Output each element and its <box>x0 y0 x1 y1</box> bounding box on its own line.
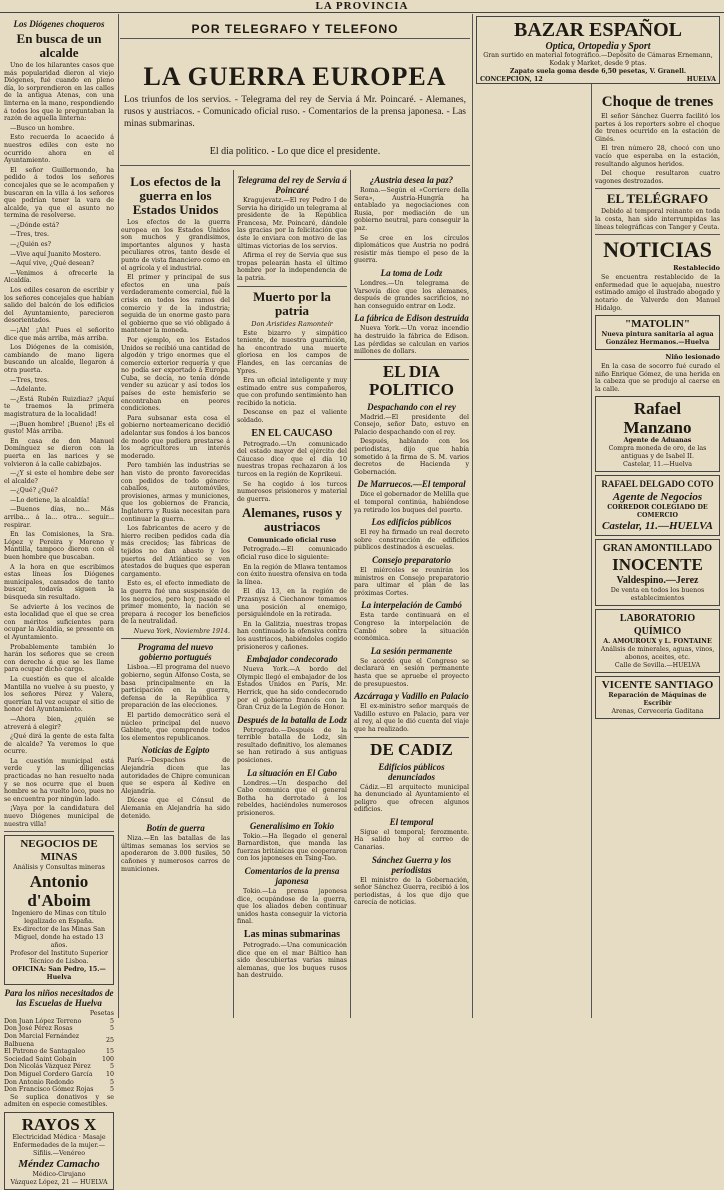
donation-amount: 5 <box>109 1086 114 1094</box>
ad-name: Antonio d'Aboim <box>27 872 91 911</box>
paragraph: Petrogrado.—Un comunicado del estado mayor del ejército del Cáucaso dice que el día 10 nuestras tropas rechazaron á los turcos en la región de Koprikeui. <box>237 440 347 479</box>
paragraph: Petrogrado.—Después de la terrible batalla de Lodz, sin resultado definitivo, los alemanes se han retirado á sus antiguas posiciones. <box>237 726 347 765</box>
banner-kicker: POR TELEGRAFO Y TELEFONO <box>191 22 399 36</box>
paragraph: Probablemente también lo harán los señores que se creen con derecho á que se les llame para ocupar dicho cargo. <box>4 643 114 674</box>
article-headline: La situación en El Cabo <box>246 767 337 778</box>
paragraph: Nueva York.—Un voraz incendio ha destruido la fábrica de Edison. Las pérdidas se calculan en varios millones de dollars. <box>354 325 469 356</box>
paragraph: El señor Guillermondo, ha pedido á todos los señores concejales que se le acompañen y buscaran en la villa á los señores que podrían tener la vara de alcalde, ya que el asunto no termina de resolverse. <box>4 166 114 220</box>
paragraph: Después, hablando con los periodistas, dijo que había sometido á la firma de S. M. varios decretos de Hacienda y Gobernación. <box>354 438 469 476</box>
paragraph: Roma.—Según el «Corriere della Sera», Austria-Hungría ha entablado ya negociaciones con Rusia, por mediación de un gobierno neutral, para conseguir la paz. <box>354 187 469 232</box>
paragraph: Pero también las industrias se han visto de pronto favorecidas con pedidos de todo género: caballos, automóviles, provisiones, armas y municiones, que los gobiernos de Francia, Inglaterra y Rusia necesitan para continuar la guerra. <box>121 462 230 523</box>
article-body <box>237 546 347 651</box>
article-headline: La fábrica de Edison destruida <box>354 313 469 324</box>
article-headline: En busca de un alcalde <box>16 31 102 60</box>
donor-name: Don Miguel Cordero García <box>4 1070 93 1078</box>
ad-line: Ex-director de las Minas San Miguel, donde ha estado 13 años. <box>12 926 106 950</box>
paragraph: Se acordó que el Congreso se declarará en sesión permanente hasta que se apruebe el proyecto de presupuestos. <box>354 657 469 688</box>
divider <box>595 234 720 235</box>
article-headline: EL TELÉGRAFO <box>606 191 709 207</box>
article-body <box>237 727 347 765</box>
paragraph: El ministro de la Gobernación, señor Sánchez Guerra, recibió á los periodistas, á los que dijo que carecía de noticias. <box>354 876 469 907</box>
paragraph: El miércoles se reunirán los ministros en Consejo preparatorio para ultimar el plan de las próximas Cortes. <box>354 567 469 597</box>
paragraph: El partido democrático será el núcleo principal del nuevo Gabinete, que comprende todos los elementos republicanos. <box>121 712 230 742</box>
column-2 <box>121 172 230 1018</box>
ad-line: CORREDOR COLEGIADO DE COMERCIO <box>607 504 708 520</box>
donation-amount: 5 <box>109 1063 114 1071</box>
ad-title: GRAN AMONTILLADO <box>602 543 713 555</box>
article-headline: Sánchez Guerra y los periodistas <box>371 854 452 875</box>
paragraph: Esta tarde continuará en el Congreso la interpelación de Cambó sobre la situación económica. <box>354 612 469 643</box>
article-headline: Choque de trenes <box>601 94 714 110</box>
article-body <box>354 414 469 477</box>
article-headline: El temporal <box>389 816 434 827</box>
paragraph: En las Comisiones, la Sra. López y Pereira y Moreno y Mantilla, tampoco dieron con el buen hombre que buscaban. <box>4 531 114 562</box>
donor-name: Don Nicolás Vázquez Pérez <box>4 1063 91 1071</box>
divider <box>595 188 720 189</box>
paragraph: Niza.—En las batallas de las últimas semanas los servios se apoderaron de 3.000 fusiles, 50 cañones y numerosos carros de municiones. <box>121 835 230 873</box>
ad-subtitle: A. AMOUROUX y L. FONTAINE <box>603 638 712 646</box>
article-headline: De Marruecos.—El temporal <box>357 479 466 490</box>
paragraph: —Tres, tres. <box>10 376 49 384</box>
divider <box>4 831 114 832</box>
paragraph: ¿Qué dirá la gente de esta falta de alcalde? Ya veremos lo que ocurre. <box>4 733 114 756</box>
article-headline: Embajador condecorado <box>246 654 338 665</box>
paragraph: Londres.—Un despacho del Cabo comunica que el general Botha ha derrotado á los rebeldes, haciéndoles numerosos prisioneros. <box>237 779 347 818</box>
article-body <box>354 877 469 907</box>
ad-subtitle: Agente de Negocios <box>612 491 703 504</box>
column-rule <box>118 14 119 1018</box>
masthead-title: LA PROVINCIA <box>315 0 409 12</box>
section-headline: DE CADIZ <box>370 739 453 759</box>
article-subheadline: Comunicado oficial ruso <box>247 536 337 545</box>
column-rule <box>591 84 592 1018</box>
ad-title: RAYOS X <box>21 1114 97 1134</box>
paragraph: ¡Vaya por la candidatura del nuevo Diógenes municipal de nuestra villa! <box>4 805 114 828</box>
divider <box>354 737 469 738</box>
paragraph: Por ejemplo, en los Estados Unidos se recibió una cantidad de algodón y trigo enormes que el comercio exterior requería y que no podía ser exportado á Europa. Cuba, se decía, no tenía dónde vender su azúcar y así todos los países de este hemisferio se encontraban en peores condiciones. <box>121 336 230 413</box>
article-body <box>354 280 469 310</box>
paragraph: Tokio.—Ha llegado el general Barnardiston, que manda las fuerzas británicas que cooperaron con los japoneses en Tsing-Tao. <box>237 832 347 863</box>
paragraph: Era un oficial inteligente y muy estimado entre sus compañeros, que con profundo sentimiento han recibido la noticia. <box>237 377 347 407</box>
section-title: Los Diógenes choqueros <box>13 19 105 29</box>
ad-bazar <box>476 16 720 86</box>
article-headline: Consejo preparatorio <box>372 555 451 565</box>
donor-name: Don José Pérez Rosas <box>4 1025 73 1033</box>
article-body <box>354 529 469 552</box>
donor-name: Don Francisco Gómez Rojas <box>4 1086 94 1094</box>
article-body <box>354 784 469 814</box>
article-headline: Botín de guerra <box>146 823 205 834</box>
ad-minas <box>4 835 114 985</box>
paragraph: Los Diógenes de la comisión, cambiando de mano ligera buscando un alcalde, llegaron á otra puerta. <box>4 344 114 374</box>
article-headline: Después de la batalla de Lodz <box>237 714 347 725</box>
paragraph: —¿Quién es? <box>10 241 52 249</box>
donation-amount: 100 <box>101 1055 114 1063</box>
article-headline: ¿Austria desea la paz? <box>369 175 454 185</box>
ad-rayos <box>4 1112 114 1190</box>
ad-box <box>476 16 720 84</box>
article-body <box>121 664 230 742</box>
paragraph: —¿Está Rubén Ruizdiaz? ¡Aquí te traemos la primera magistratura de la localidad! <box>4 395 114 418</box>
paragraph: Para subsanar esta cosa el gobierno norteamericano decidió adelantar sus fondos á los bancos de modo que pudiera prestarse á los agricultores un interés moderado. <box>121 414 230 460</box>
ad-title: "MATOLIN" <box>625 318 690 331</box>
ad-address: Castelar, 11.—HUELVA <box>602 520 713 533</box>
paragraph: —Tres, tres. <box>10 231 49 239</box>
ad-line: Análisis de minerales, aguas, vinos, abonos, aceites, etc. <box>600 646 715 662</box>
paragraph: Uno de los hilarantes casos que más popularidad dieron al viejo Diógenes, fué cuando en pleno día, lo sorprendieron en las calles de la antigua Atenas, con una linterna en la mano, respondiendo á todos los que le preguntaban la razón de aquella linterna: <box>4 62 114 123</box>
ad-subtitle: Reparación de Máquinas de Escribir <box>608 692 707 708</box>
table-row <box>4 1063 114 1071</box>
donation-amount: 5 <box>109 1017 114 1025</box>
article-subheadline: Niño lesionado <box>665 353 720 362</box>
paragraph: El tren número 28, chocó con uno vacío que esperaba en la estación, resultando algunos heridos. <box>595 145 720 168</box>
paragraph: —Adelante. <box>10 386 47 394</box>
article-headline: Programa del nuevo gobierno portugués <box>137 642 214 663</box>
ad-office: OFICINA: San Pedro, 15.—Huelva <box>12 966 106 982</box>
paragraph: —Lo detiene, la alcaldía! <box>10 496 90 504</box>
paragraph: Cádiz.—El arquitecto municipal ha denunciado al Ayuntamiento el peligro que ofrecen algunos edificios. <box>354 783 469 814</box>
paragraph: París.—Despachos de Alejandría dicen que las autoridades de Chipre comunican que se espera al Kedive en Alejandría. <box>121 757 230 795</box>
ad-address: Arenas, Cervecería Gaditana <box>611 708 704 716</box>
paragraph: Esto recuerda lo acaecido á nuestros ediles con este no ocurrido ahora en el Ayuntamiento. <box>4 134 114 165</box>
paragraph: Dícese que el Cónsul de Alemania en Alejandría ha sido detenido. <box>121 797 230 820</box>
paragraph: Los efectos de la guerra europea en los Estados Unidos son muchos y grandisimos, importantes algunos y hasta peculiares otros, tanto desde el punto de vista financiero como en el agrícola y el industrial. <box>121 219 230 272</box>
article-body <box>595 274 720 312</box>
column-rule <box>233 170 234 1018</box>
donor-name: Don Juan López Terreno <box>4 1017 82 1025</box>
ad-line: Compra moneda de oro, de las antiguas y de Isabel II. <box>608 445 707 461</box>
ad-subtitle: Análisis y Consultas mineras <box>13 864 105 872</box>
article-body <box>237 666 347 712</box>
donation-amount: 25 <box>105 1036 114 1044</box>
article-headline: EN EL CAUCASO <box>251 427 333 439</box>
paragraph: —Venimos á ofrecerle la Alcaldía. <box>4 269 114 285</box>
paragraph: El señor Sánchez Guerra facilitó los partes á los reporters sobre el choque de trenes ocurrido en la estación de Ginés. <box>595 113 720 143</box>
banner-deck: Los triunfos de los servios. - Telegrama del rey de Servia á Mr. Poincaré. - Alemanes, rusos y austriacos. - Comunicado oficial ruso. - Comentarios de la prensa japonesa. - Las minas submarinas. <box>124 95 466 129</box>
column-rule <box>472 14 473 1018</box>
ad-role: Médico-Cirujano <box>32 1170 86 1178</box>
divider <box>121 638 230 639</box>
article-headline: Alemanes, rusos y austriacos <box>241 505 343 535</box>
article-headline: Noticias de Egipto <box>141 745 210 756</box>
article-headline: Despachando con el rey <box>367 401 456 412</box>
article-body <box>121 219 230 626</box>
article-body <box>354 491 469 514</box>
list-outro: Se suplica donativos y se admiten en especie comestibles. <box>4 1093 114 1109</box>
ad-matolin <box>595 315 720 350</box>
paragraph: —¡Ah! ¡Ah! Pues el señorito dice que más arriba, más arriba. <box>4 327 114 342</box>
ad-address: Vázquez López, 21 <box>10 1178 70 1186</box>
ad-coto <box>595 475 720 536</box>
section-headline: EL DIA POLITICO <box>368 361 455 399</box>
article-body <box>237 833 347 863</box>
article-body <box>237 441 347 504</box>
ad-subtitle: Nueva pintura sanitaria al agua González Hermanos.—Huelva <box>601 331 714 347</box>
ad-title: BAZAR ESPAÑOL <box>514 19 682 41</box>
ad-name: INOCENTE <box>612 555 703 575</box>
paragraph: Esto es, el efecto inmediato de la guerra fué una suspensión de los negocios, pero hoy, pasado el primer momento, la nación se prepara á recoger los beneficios de la neutralidad. <box>121 580 230 626</box>
article-body <box>354 567 469 597</box>
paragraph: Londres.—Un telegrama de Varsovia dice que los alemanes, después de grandes sacrificios, no han conseguido entrar en Lodz. <box>354 279 469 310</box>
article-body <box>595 363 720 393</box>
ad-line: Castelar, 11.—Huelva <box>622 461 693 469</box>
paragraph: Descanse en paz el valiente soldado. <box>237 409 347 425</box>
ad-inocente <box>595 539 720 606</box>
list-title: Para los niños necesitados de las Escuelas de Huelva <box>4 988 114 1009</box>
paragraph: Los ediles cesaron de escribir y los señores concejales que habían salido del balcón de los edificios del Ayuntamiento, parecieron desorientados. <box>4 287 114 325</box>
table-row <box>4 1056 114 1064</box>
table-row <box>4 1086 114 1094</box>
paragraph: Se ha cogido á los turcos numerosos prisioneros y material de guerra. <box>237 480 347 503</box>
banner-rule <box>120 165 470 166</box>
donation-amount: 5 <box>109 1025 114 1033</box>
paragraph: En la casa de socorro fué curado el niño Enrique Gómez, de una herida en la cabeza que se produjo al caerse en la calle. <box>595 363 720 393</box>
ad-line: Zapato suela goma desde 6,50 pesetas, V. Granell. <box>509 68 687 75</box>
list-intro: Pesetas <box>89 1010 114 1018</box>
donation-amount: 10 <box>105 1070 114 1078</box>
article-headline: Edificios públicos denunciados <box>378 761 445 782</box>
paragraph: —Busco un hombre. <box>10 124 75 132</box>
paragraph: Petrogrado.—El comunicado oficial ruso dice lo siguiente: <box>237 546 347 561</box>
ad-title: NEGOCIOS DE MINAS <box>20 838 98 864</box>
paragraph: Tokio.—La prensa japonesa dice, ocupándose de la guerra, que los aliados deben continuar unidos hasta conseguir la victoria final. <box>237 888 347 926</box>
table-row <box>4 1033 114 1048</box>
paragraph: El ex-ministro señor marqués de Vadillo estuvo en Palacio, para ver al rey, al que le dió cuenta del viaje que ha realizado. <box>354 703 469 733</box>
paragraph: El día 13, en la región de Przasnysz á Ciechanow tomamos una posición al enemigo, persiguiéndole en la retirada. <box>237 588 347 619</box>
donation-amount: 15 <box>105 1048 114 1056</box>
article-body <box>354 829 469 852</box>
paragraph: En la Galitzia, nuestras tropas han continuado la ofensiva contra los austriacos, habiéndoles cogido prisioneros y cañones. <box>237 620 347 651</box>
banner-subline: El dia politico. - Lo que dice el presidente. <box>209 146 381 157</box>
ad-line: De venta en todos los buenos establecimientos <box>610 587 705 603</box>
article-body <box>4 62 114 828</box>
ad-side: Electricidad Médica · Masaje <box>12 1133 106 1141</box>
table-row <box>4 1025 114 1033</box>
article-body <box>354 658 469 688</box>
ad-address-row <box>480 76 716 84</box>
paragraph: Nueva York.—A bordo del Olympic llegó el embajador de los Estados Unidos en París, Mr. Herrick, que ha sido condecorado por el gobierno francés con la Gran Cruz de la Legión de Honor. <box>237 666 347 712</box>
donor-name: Sociedad Saint Gobain <box>4 1055 77 1063</box>
section-headline: NOTICIAS <box>603 237 712 263</box>
table-row <box>4 1079 114 1087</box>
paragraph: Los fabricantes de acero y de hierro reciben pedidos cada día más crecidos; las fábricas de tejidos no dan abasto y los puertos del Atlántico se ven atestados de buques que esperan cargamento. <box>121 525 230 578</box>
paragraph: Kragujevatz.—El rey Pedro I de Servia ha dirigido un telegrama al presidente de la República Francesa, Mr. Poincaré, dándole las gracias por la felicitación que éste le enviara con motivo de las últimas victorias de los servios. <box>237 197 347 250</box>
ad-address-row: Vázquez López, 21 — HUELVA <box>10 1178 108 1186</box>
article-headline: Comentarios de la prensa japonesa <box>244 866 340 886</box>
article-body <box>354 187 469 265</box>
ad-name: Méndez Camacho <box>18 1157 100 1170</box>
paragraph: —Ahora bien, ¿quién se atreverá á elegir? <box>4 715 114 731</box>
article-body <box>354 703 469 733</box>
article-headline: Telegrama del rey de Servia á Poincaré <box>237 175 347 195</box>
article-headline: Generalísimo en Tokio <box>249 820 335 831</box>
paragraph: Lisboa.—El programa del nuevo gobierno, según Alfonso Costa, se basa principalmente en la participación en la guerra, defensa de la República y preparación de las elecciones. <box>121 664 230 710</box>
paragraph: Del choque resultaron cuatro vagones destrozados. <box>595 170 720 185</box>
ad-city: HUELVA <box>80 1178 108 1186</box>
donor-name: El Patrono de Santagaleo <box>4 1048 85 1056</box>
ad-line: Gran surtido en material fotográfico.—Depósito de Cámaras Ernemann, Kodak y Market, desde 9 ptas. <box>483 52 713 67</box>
article-headline: Azcárraga y Vadillo en Palacio <box>354 691 469 702</box>
ad-vicente <box>595 676 720 719</box>
paragraph: Se encuentra restablecido de la enfermedad que le aquejaba, nuestro estimado amigo el ilustrado abogado y notario de Valverde don Manuel Hidalgo. <box>595 274 720 312</box>
article-byline: Don Aristides Ramonteír <box>251 319 333 328</box>
article-body <box>595 208 720 231</box>
article-body <box>121 757 230 820</box>
paragraph: Se cree en los círculos diplomáticos que Austria no podrá resistir más tiempo el peso de la guerra. <box>354 234 469 265</box>
table-row <box>4 1018 114 1026</box>
paragraph: —Buenos días, no... Más arriba... á la... otra... seguir... respirar. <box>4 506 114 529</box>
ad-title: LABORATORIO QUÍMICO <box>619 613 696 638</box>
banner-rule <box>120 38 470 39</box>
donation-amount: 5 <box>109 1078 114 1086</box>
ad-line: Profesor del Instituto Superior Técnico de Lisboa. <box>9 950 109 966</box>
paragraph: El primer y principal de sus efectos en una país verdaderamente comercial, fué la crisis en todos los ramos del comercio y de la industria; seguida de un enorme gasto para el gobierno que se vió obligado á mantener la moneda. <box>121 274 230 335</box>
ad-address: CONCEPCION, 12 <box>480 76 543 83</box>
article-body <box>595 113 720 185</box>
ad-subtitle: Optica, Ortopedia y Sport <box>545 41 651 52</box>
paragraph: —¿Dónde está? <box>10 221 59 229</box>
article-byline: Nueva York, Noviembre 1914. <box>133 627 230 635</box>
paragraph: Se advierte á los vecinos de esta localidad que el que se crea con méritos suficientes para ocupar la Alcaldía, se presente en el Ayuntamiento. <box>4 603 114 641</box>
masthead <box>0 0 724 13</box>
ad-line: Calle de Sevilla.—HUELVA <box>614 662 701 670</box>
article-headline: La toma de Lodz <box>380 267 443 278</box>
article-body <box>237 330 347 425</box>
ad-laboratorio <box>595 609 720 673</box>
paragraph: Petrogrado.—Una comunicación dice que en el mar Báltico han sido descubiertas varias minas alemanas, que los buques rusos han destruido. <box>237 941 347 980</box>
ad-city: HUELVA <box>686 76 716 83</box>
paragraph: En la región de Mlawa tentamos con éxito nuestra ofensiva en toda la línea. <box>237 563 347 586</box>
donor-name: Don Marcial Fernández Balbuena <box>4 1033 80 1048</box>
column-3 <box>237 172 347 1018</box>
paragraph: A la hora en que escribimos estas líneas los Diógenes municipales, cansados de tanto buscar, todavía siguen la búsqueda sin resultado. <box>4 563 114 601</box>
column-5 <box>595 90 720 1018</box>
ad-line: Ingeniero de Minas con título legalizado en España. <box>11 910 107 926</box>
article-body <box>237 780 347 818</box>
paragraph: Sigue el temporal; ferozmente. Ha salido hoy el correo de Canarias. <box>354 828 469 852</box>
article-headline: Muerto por la patria <box>253 288 331 318</box>
paragraph: —¿Qué? ¿Qué? <box>10 487 58 495</box>
donor-name: Don Antonio Redondo <box>4 1078 74 1086</box>
paragraph: Debido al temporal reinante en toda la costa, han sido interrumpidas las líneas telegráficas con Tanger y Ceuta. <box>595 208 720 231</box>
article-headline: La sesión permanente <box>370 645 453 656</box>
article-body <box>237 197 347 283</box>
ad-subtitle: Valdespino.—Jerez <box>616 575 699 587</box>
ad-title: VICENTE SANTIAGO <box>601 679 714 692</box>
paragraph: La cuestión municipal está verde y las diligencias practicadas no han resuelto nada y se nos ocurre que el buen hombre se ha vuelto loco, pues no se encuentra por ningún lado. <box>4 757 114 803</box>
paragraph: La cuestión es que el alcalde Mantilla no vuelve á su puesto, y los señores Pérez y Valera, querrían tal vez ocupar el sitio de honor del Ayuntamiento. <box>4 675 114 714</box>
article-body <box>354 612 469 642</box>
paragraph: —¡Buen hombre! ¡Bueno! ¡Es el gusto! Más arriba. <box>4 420 114 436</box>
ad-title: Rafael Manzano <box>623 399 692 438</box>
ad-line: Enfermedades de la mujer.—Sífilis.—Venéreo <box>12 1141 106 1157</box>
article-headline: Los edificios públicos <box>371 517 452 528</box>
paragraph: —Vive aquí Juanito Mostero. <box>10 250 102 258</box>
paragraph: El rey ha firmado un real decreto sobre construcción de edificios públicos destinados á escuelas. <box>354 529 469 552</box>
column-1 <box>4 16 114 1186</box>
article-headline: Las minas submarinas <box>243 928 341 940</box>
paragraph: Dice el gobernador de Melilla que el temporal continúa, habiéndose ya retirado los buques del puerto. <box>354 491 469 514</box>
banner-headline: LA GUERRA EUROPEA <box>143 62 447 91</box>
article-headline: Los efectos de la guerra en los Estados Unidos <box>130 174 221 217</box>
divider <box>354 359 469 360</box>
article-body <box>121 835 230 873</box>
ad-title: RAFAEL DELGADO COTO <box>601 479 714 490</box>
column-rule <box>350 170 351 1018</box>
table-row <box>4 1048 114 1056</box>
ad-subtitle: Agente de Aduanas <box>623 437 692 445</box>
article-body <box>354 325 469 355</box>
table-row <box>4 1071 114 1079</box>
donation-list <box>4 1018 114 1094</box>
paragraph: —¿Y si este el hombre debe ser el alcalde? <box>4 470 114 485</box>
column-4 <box>354 172 469 1018</box>
paragraph: En casa de don Manuel Domínguez se dieron con la puerta en las narices y se volvieron á la calle cabizbajos. <box>4 437 114 468</box>
ad-manzano <box>595 396 720 472</box>
article-subheadline: Restablecido <box>673 264 720 273</box>
paragraph: —Aquí vive, ¿Qué desean? <box>10 260 95 268</box>
article-headline: La interpelación de Cambó <box>361 600 462 611</box>
article-body <box>237 942 347 980</box>
paragraph: Madrid.—El presidente del Consejo, señor Dato, estuvo en Palacio despachando con el rey. <box>354 413 469 436</box>
paragraph: Afirma el rey de Servia que sus tropas pelearán hasta el último hombre por la independencia de la patria. <box>237 252 347 282</box>
article-body <box>237 888 347 926</box>
paragraph: Este bizarro y simpático teniente, de nuestra guarnición, ha encontrado una muerte gloriosa en los campos de Flandes, en las cercanías de Ypres. <box>237 329 347 375</box>
divider <box>237 286 347 287</box>
